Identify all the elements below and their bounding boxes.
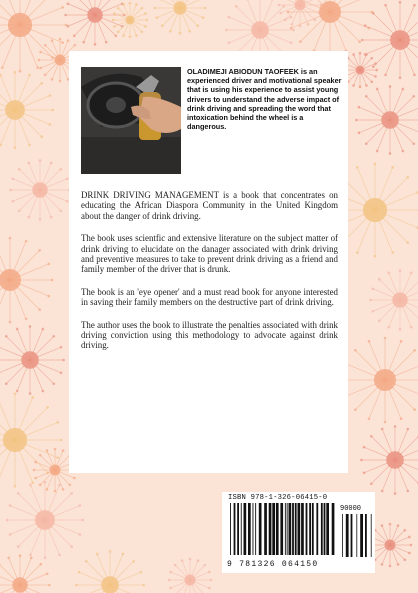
blurb-paragraph: DRINK DRIVING MANAGEMENT is a book that concentrates on educating the African Diaspora Community in the United Kingdom about the danger of drink driving.	[81, 190, 338, 221]
isbn-label: ISBN 978-1-326-06415-0	[228, 494, 328, 502]
blurb	[81, 190, 338, 363]
blurb-paragraph: The author uses the book to illustrate the penalties associated with drink driving conviction using this methodology to advocate against drink driving.	[81, 319, 338, 351]
price-code: 90000	[340, 505, 362, 513]
blurb-paragraph: The book is an 'eye opener' and a must read book for anyone interested in saving their family members on the destructive part of drink driving.	[81, 286, 338, 308]
blurb-paragraph: The book uses scientfic and extensive literature on the subject matter of drink driving to elucidate on the danager associated with drink driving and preventive measures to take to prevent drink driving as a friend and family member of the driver that is drunk.	[81, 233, 338, 275]
author-bio: OLADIMEJI ABIODUN TAOFEEK is an experienced driver and motivational speaker that is using his experience to assist young drivers to understand the adverse impact of drink driving and spreading the word that intoxication behind the wheel is a dangerous.	[187, 67, 342, 132]
barcode-digits: 9 781326 064150	[227, 560, 319, 569]
author-photo	[81, 67, 181, 174]
